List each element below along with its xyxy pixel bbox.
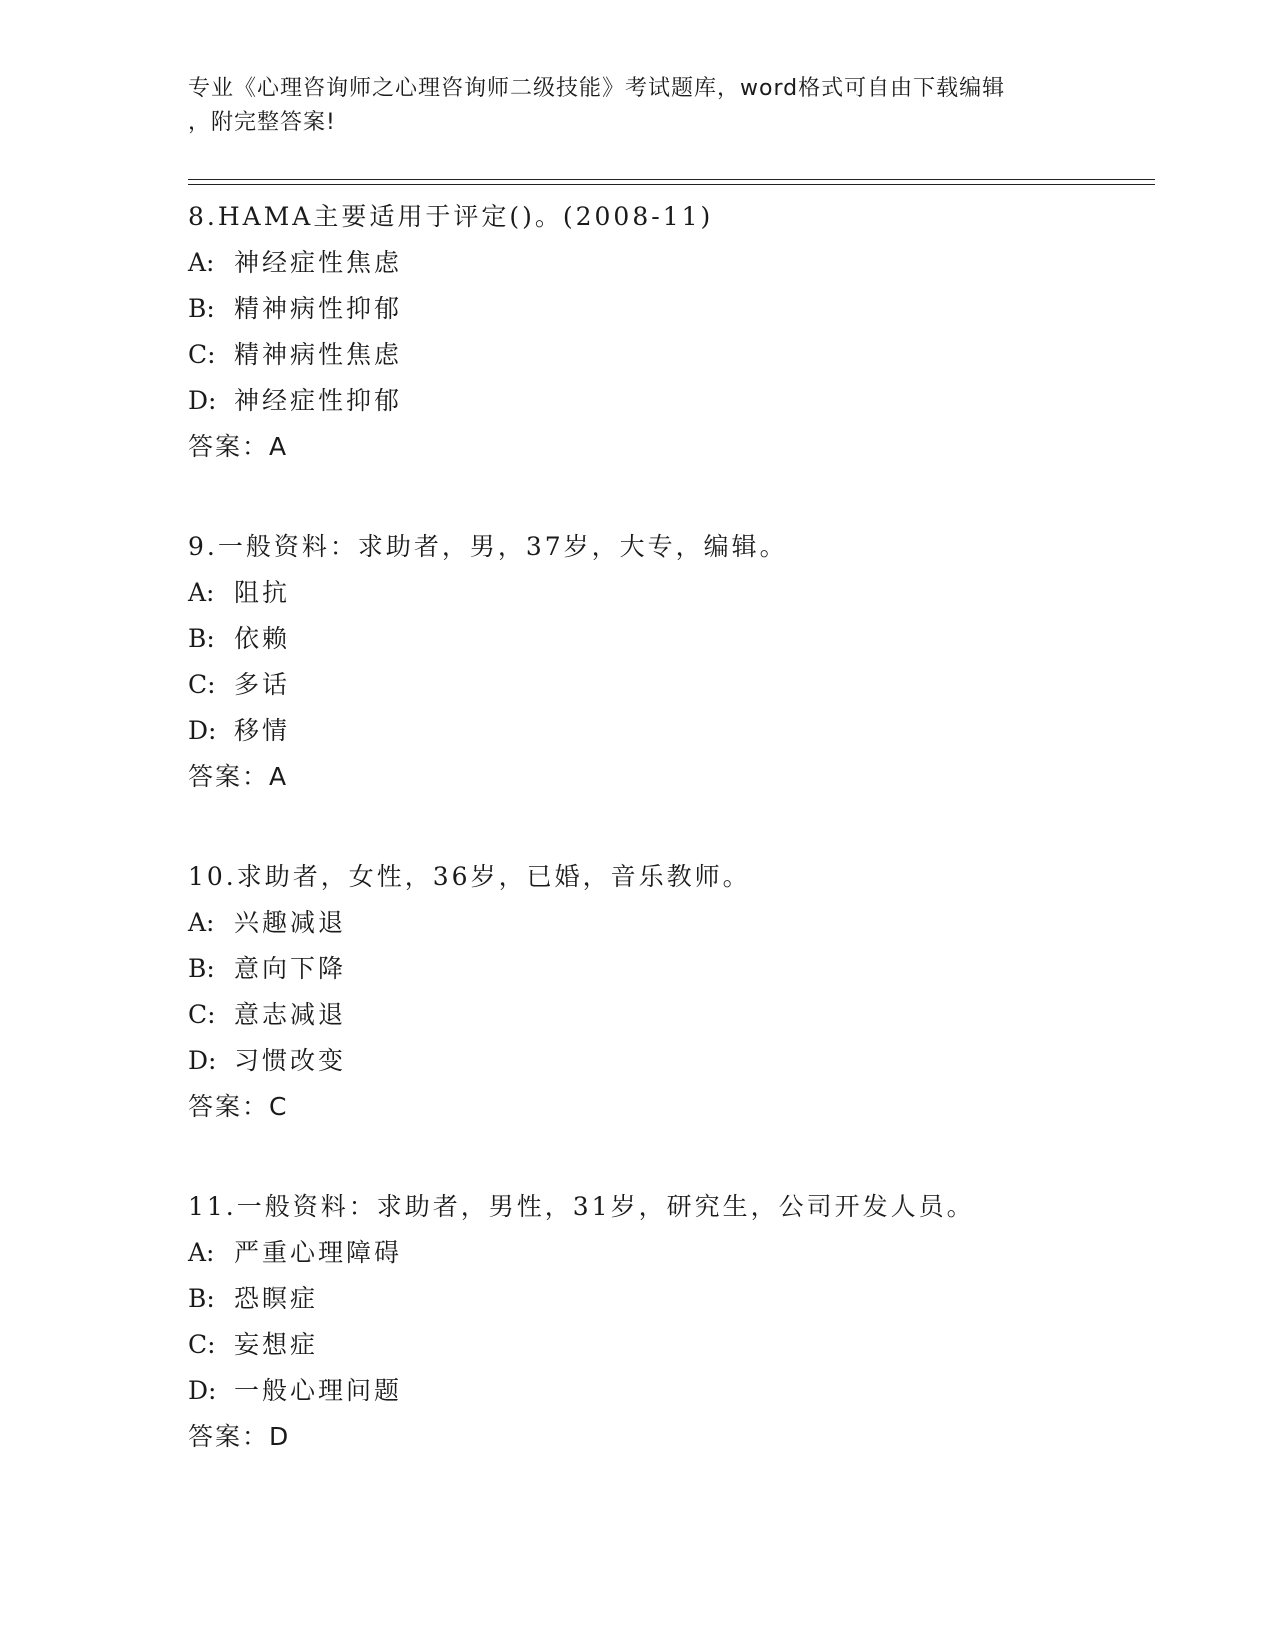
answer-label: 答案： (188, 1422, 270, 1451)
answer-line (188, 754, 1148, 800)
option-letter: A: (188, 908, 215, 937)
option-d (188, 1368, 1148, 1414)
option-letter: D: (188, 386, 217, 415)
answer-line (188, 1414, 1148, 1460)
header-line-1: 专业《心理咨询师之心理咨询师二级技能》考试题库，word格式可自由下载编辑 (188, 76, 1006, 101)
option-text: 习惯改变 (234, 1046, 347, 1075)
option-letter: C: (188, 340, 216, 369)
option-text: 移情 (234, 716, 291, 745)
answer-line (188, 1084, 1148, 1130)
question-stem: 10.求助者，女性，36岁，已婚，音乐教师。 (188, 862, 751, 891)
option-text: 神经症性焦虑 (234, 248, 403, 277)
option-letter: A: (188, 1238, 215, 1267)
option-d (188, 708, 1148, 754)
question-stem: 9.一般资料：求助者，男，37岁，大专，编辑。 (188, 532, 788, 561)
option-letter: B: (188, 1284, 215, 1313)
option-letter: C: (188, 670, 216, 699)
header-divider-bottom (188, 184, 1155, 185)
option-text: 精神病性焦虑 (234, 340, 403, 369)
option-letter: C: (188, 1330, 216, 1359)
option-text: 精神病性抑郁 (234, 294, 403, 323)
option-text: 恐瞑症 (234, 1284, 319, 1313)
question-stem: 11.一般资料：求助者，男性，31岁，研究生，公司开发人员。 (188, 1192, 975, 1221)
option-text: 阻抗 (234, 578, 291, 607)
option-letter: D: (188, 1046, 217, 1075)
question-stem: 8.HAMA主要适用于评定()。(2008-11) (188, 202, 714, 231)
document-header (188, 72, 1088, 140)
option-text: 兴趣减退 (234, 908, 347, 937)
answer-value: A (269, 432, 289, 461)
option-letter: A: (188, 578, 215, 607)
option-letter: B: (188, 624, 215, 653)
option-text: 依赖 (234, 624, 291, 653)
option-text: 多话 (234, 670, 291, 699)
question-item (188, 194, 1148, 470)
option-c (188, 1322, 1148, 1368)
option-letter: D: (188, 716, 217, 745)
option-letter: B: (188, 294, 215, 323)
option-letter: C: (188, 1000, 216, 1029)
option-text: 一般心理问题 (234, 1376, 403, 1405)
answer-label: 答案： (188, 1092, 270, 1121)
option-letter: A: (188, 248, 215, 277)
option-text: 严重心理障碍 (234, 1238, 403, 1267)
question-list (188, 194, 1148, 1514)
option-b (188, 946, 1148, 992)
option-a (188, 240, 1148, 286)
option-letter: D: (188, 1376, 217, 1405)
option-letter: B: (188, 954, 215, 983)
answer-label: 答案： (188, 432, 270, 461)
option-b (188, 286, 1148, 332)
header-line-2: ，附完整答案! (188, 110, 336, 135)
answer-value: C (269, 1092, 289, 1121)
question-item (188, 1184, 1148, 1460)
option-c (188, 332, 1148, 378)
option-text: 妄想症 (234, 1330, 319, 1359)
answer-label: 答案： (188, 762, 270, 791)
question-item (188, 854, 1148, 1130)
option-a (188, 570, 1148, 616)
option-b (188, 616, 1148, 662)
option-d (188, 1038, 1148, 1084)
answer-value: A (269, 762, 289, 791)
option-a (188, 900, 1148, 946)
option-text: 意向下降 (234, 954, 347, 983)
header-divider-top (188, 179, 1155, 180)
question-item (188, 524, 1148, 800)
option-c (188, 662, 1148, 708)
option-d (188, 378, 1148, 424)
option-b (188, 1276, 1148, 1322)
option-c (188, 992, 1148, 1038)
answer-line (188, 424, 1148, 470)
option-text: 意志减退 (234, 1000, 347, 1029)
option-text: 神经症性抑郁 (234, 386, 403, 415)
option-a (188, 1230, 1148, 1276)
answer-value: D (269, 1422, 291, 1451)
